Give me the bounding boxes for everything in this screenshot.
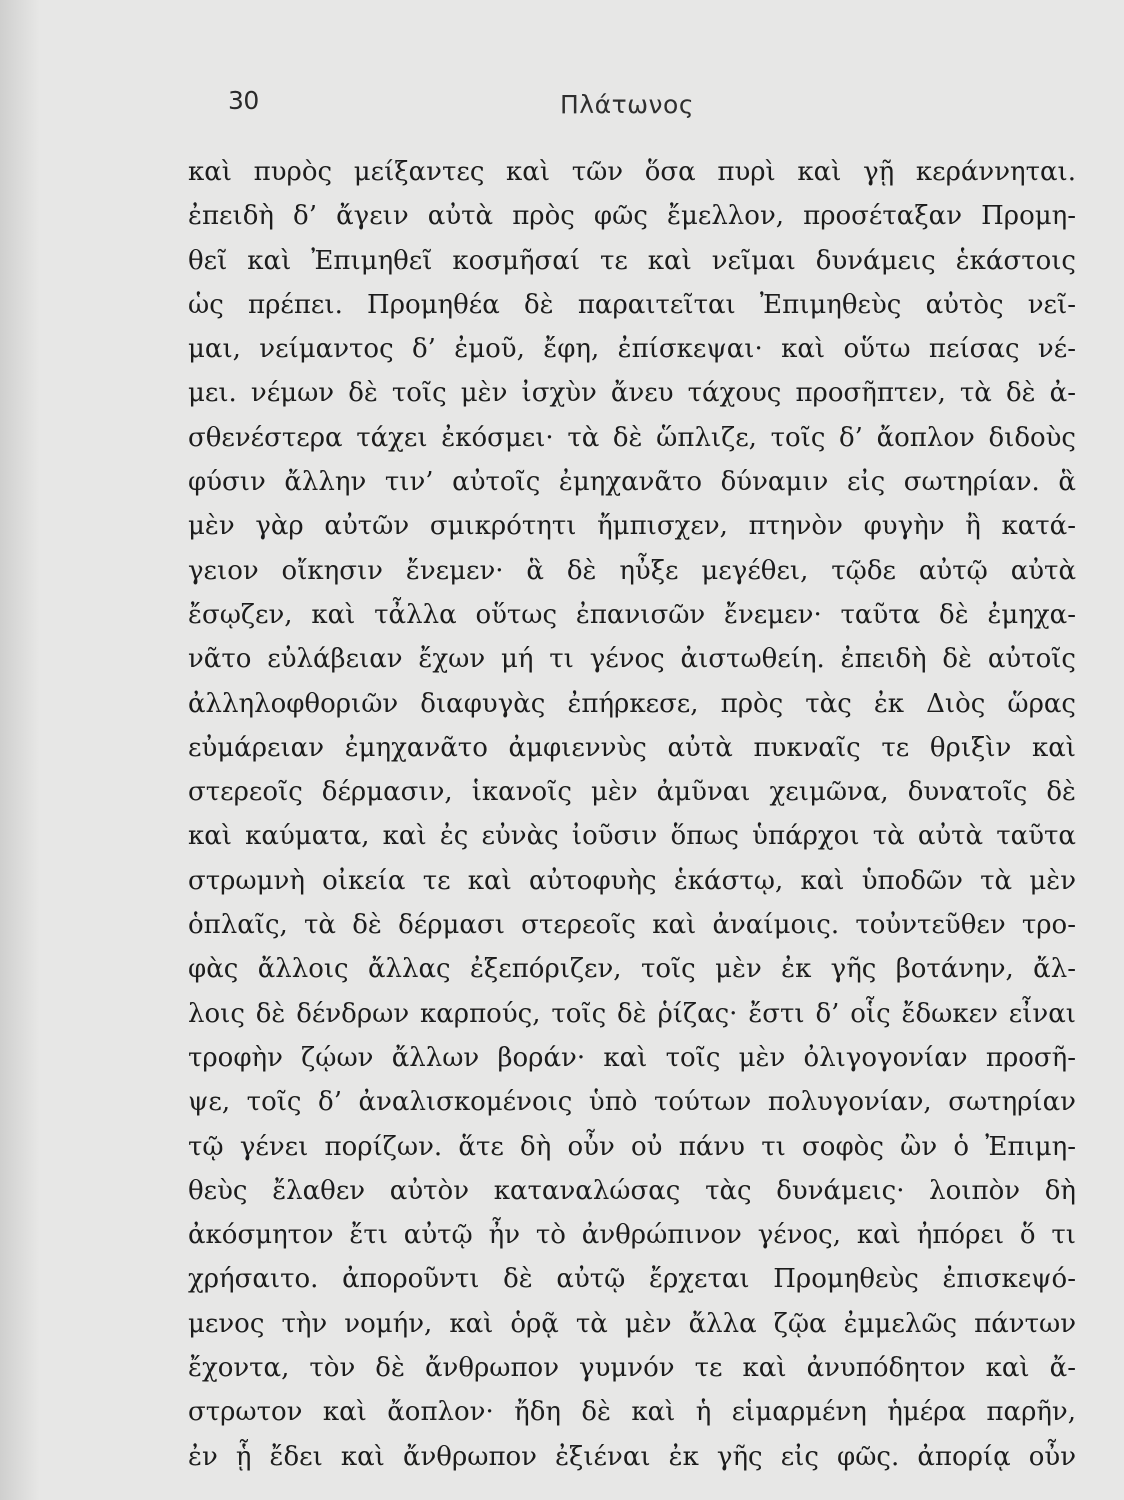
text-line: ἐν ᾗ ἔδει καὶ ἄνθρωπον ἐξιέναι ἐκ γῆς εἰς φῶς. ἀπορίᾳ οὖν	[188, 1441, 1076, 1472]
text-line: ὁπλαῖς, τὰ δὲ δέρμασι στερεοῖς καὶ ἀναίμοις. τοὐντεῦθεν τρο-	[188, 910, 1076, 941]
text-line: σθενέστερα τάχει ἐκόσμει· τὰ δὲ ὥπλιζε, τοῖς δ’ ἄοπλον διδοὺς	[188, 422, 1076, 453]
text-line: ἐπειδὴ δ’ ἄγειν αὐτὰ πρὸς φῶς ἔμελλον, προσέταξαν Προμη-	[188, 201, 1076, 232]
text-line: τροφὴν ζῴων ἄλλων βοράν· καὶ τοῖς μὲν ὀλιγογονίαν προσῆ-	[188, 1042, 1076, 1073]
text-line: μενος τὴν νομήν, καὶ ὁρᾷ τὰ μὲν ἄλλα ζῷα ἐμμελῶς πάντων	[188, 1308, 1076, 1339]
text-line: στρωμνὴ οἰκεία τε καὶ αὐτοφυὴς ἑκάστῳ, καὶ ὑποδῶν τὰ μὲν	[188, 865, 1076, 896]
text-line: καὶ καύματα, καὶ ἐς εὐνὰς ἰοῦσιν ὅπως ὑπάρχοι τὰ αὐτὰ ταῦτα	[188, 821, 1076, 852]
text-line: θεῖ καὶ Ἐπιμηθεῖ κοσμῆσαί τε καὶ νεῖμαι δυνάμεις ἑκάστοις	[188, 245, 1076, 276]
page-edge-shadow	[0, 0, 40, 1500]
text-line: τῷ γένει πορίζων. ἅτε δὴ οὖν οὐ πάνυ τι σοφὸς ὢν ὁ Ἐπιμη-	[188, 1131, 1076, 1162]
text-line: στερεοῖς δέρμασιν, ἱκανοῖς μὲν ἀμῦναι χειμῶνα, δυνατοῖς δὲ	[188, 777, 1076, 808]
page-number: 30	[228, 86, 259, 115]
text-line: ὡς πρέπει. Προμηθέα δὲ παραιτεῖται Ἐπιμηθεὺς αὐτὸς νεῖ-	[188, 289, 1076, 320]
text-line: ἔχοντα, τὸν δὲ ἄνθρωπον γυμνόν τε καὶ ἀνυπόδητον καὶ ἄ-	[188, 1353, 1076, 1384]
text-line: θεὺς ἔλαθεν αὐτὸν καταναλώσας τὰς δυνάμεις· λοιπὸν δὴ	[188, 1175, 1076, 1206]
text-line: λοις δὲ δένδρων καρπούς, τοῖς δὲ ῥίζας· ἔστι δ’ οἷς ἔδωκεν εἶναι	[188, 998, 1076, 1029]
text-line: ἀκόσμητον ἔτι αὐτῷ ἦν τὸ ἀνθρώπινον γένος, καὶ ἠπόρει ὅ τι	[188, 1220, 1076, 1251]
text-line: μει. νέμων δὲ τοῖς μὲν ἰσχὺν ἄνευ τάχους προσῆπτεν, τὰ δὲ ἀ-	[188, 378, 1076, 409]
running-head: Πλάτωνος	[560, 90, 694, 119]
text-line: νᾶτο εὐλάβειαν ἔχων μή τι γένος ἀιστωθείη. ἐπειδὴ δὲ αὐτοῖς	[188, 644, 1076, 675]
text-line: μὲν γὰρ αὐτῶν σμικρότητι ἤμπισχεν, πτηνὸν φυγὴν ἢ κατά-	[188, 511, 1076, 542]
text-line: φύσιν ἄλλην τιν’ αὐτοῖς ἐμηχανᾶτο δύναμιν εἰς σωτηρίαν. ἃ	[188, 467, 1076, 498]
text-line: καὶ πυρὸς μείξαντες καὶ τῶν ὅσα πυρὶ καὶ γῇ κεράννηται.	[188, 157, 1076, 187]
text-line: γειον οἴκησιν ἔνεμεν· ἃ δὲ ηὖξε μεγέθει, τῷδε αὐτῷ αὐτὰ	[188, 555, 1076, 586]
text-line: ἔσῳζεν, καὶ τἆλλα οὕτως ἐπανισῶν ἔνεμεν· ταῦτα δὲ ἐμηχα-	[188, 599, 1076, 630]
text-line: μαι, νείμαντος δ’ ἐμοῦ, ἔφη, ἐπίσκεψαι· καὶ οὕτω πείσας νέ-	[188, 334, 1076, 365]
text-line: ψε, τοῖς δ’ ἀναλισκομένοις ὑπὸ τούτων πολυγονίαν, σωτηρίαν	[188, 1087, 1076, 1118]
text-line: ἀλληλοφθοριῶν διαφυγὰς ἐπήρκεσε, πρὸς τὰς ἐκ Διὸς ὥρας	[188, 688, 1076, 719]
body-text	[188, 150, 1076, 1479]
text-line: στρωτον καὶ ἄοπλον· ἤδη δὲ καὶ ἡ εἱμαρμένη ἡμέρα παρῆν,	[188, 1397, 1076, 1428]
text-line: εὐμάρειαν ἐμηχανᾶτο ἀμφιεννὺς αὐτὰ πυκναῖς τε θριξὶν καὶ	[188, 732, 1076, 763]
text-line: χρήσαιτο. ἀποροῦντι δὲ αὐτῷ ἔρχεται Προμηθεὺς ἐπισκεψό-	[188, 1264, 1076, 1295]
text-line: φὰς ἄλλοις ἄλλας ἐξεπόριζεν, τοῖς μὲν ἐκ γῆς βοτάνην, ἄλ-	[188, 954, 1076, 985]
